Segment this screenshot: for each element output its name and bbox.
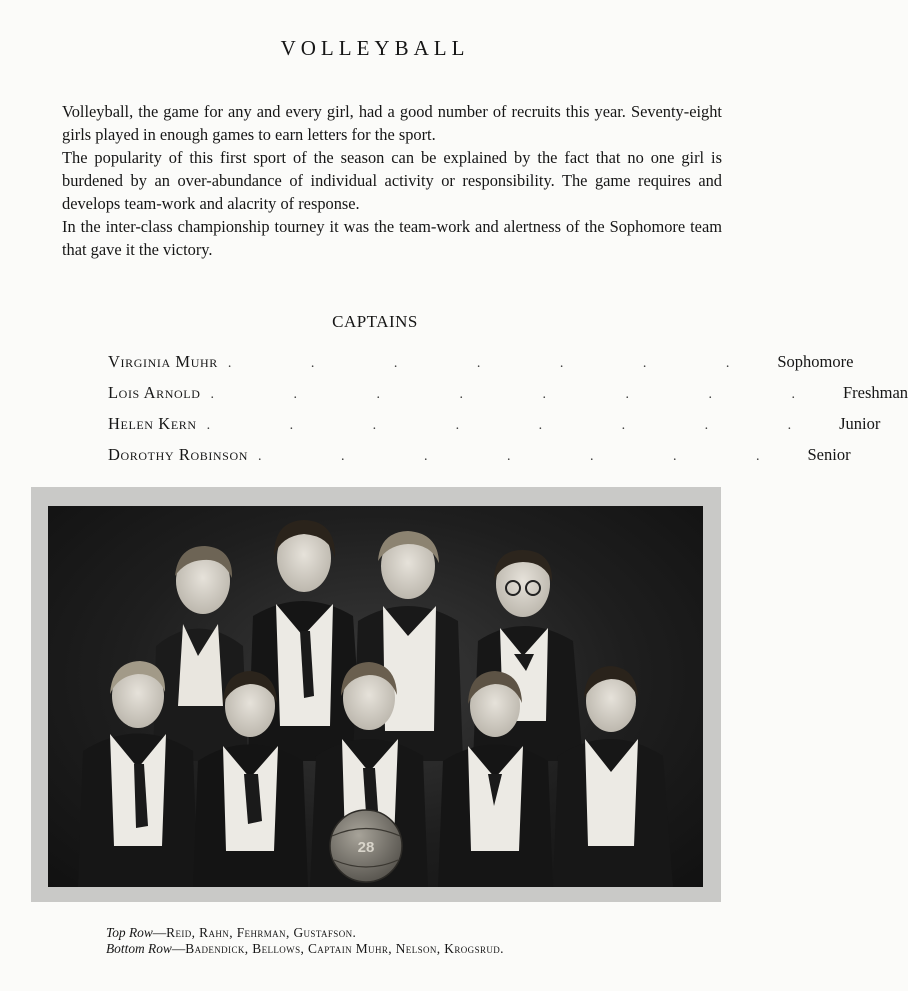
leader-dots: . . . . . . . . xyxy=(206,418,830,433)
team-photo xyxy=(48,506,703,887)
paragraph-2-text: The popularity of this first sport of the season can be explained by the fact that no one girl is burdened by an over-abundance of individual activity or responsibility. The game requires and develops team-work and alacrity of response. xyxy=(62,148,722,213)
captain-class: Junior xyxy=(839,414,881,433)
captain-row xyxy=(108,383,908,407)
paragraph-3 xyxy=(62,215,722,261)
caption-top-row: Top Row—Reid, Rahn, Fehrman, Gustafson. xyxy=(106,925,357,940)
captain-name: Virginia Muhr xyxy=(108,352,218,371)
caption-top-label: Top Row xyxy=(106,925,153,940)
captain-class: Sophomore xyxy=(777,352,854,371)
page-title: VOLLEYBALL xyxy=(280,36,470,60)
captains-heading: CAPTAINS xyxy=(332,312,418,331)
paragraph-3-text: In the inter-class championship tourney it was the team-work and alertness of the Sophomore team that gave it the victory. xyxy=(62,217,722,259)
captain-row xyxy=(108,352,854,376)
photo-caption xyxy=(106,925,706,957)
caption-bottom-row: Bottom Row—Badendick, Bellows, Captain Muhr, Nelson, Krogsrud. xyxy=(106,941,504,956)
captain-class: Senior xyxy=(807,445,851,464)
leader-dots: . . . . . . . xyxy=(257,449,798,464)
leader-dots: . . . . . . . . xyxy=(210,387,833,402)
paragraph-2 xyxy=(62,146,722,215)
captain-row xyxy=(108,414,881,438)
paragraph-1 xyxy=(62,100,722,146)
captain-name: Dorothy Robinson xyxy=(108,445,248,464)
ball-label: 28 xyxy=(357,839,375,856)
caption-bottom-label: Bottom Row xyxy=(106,941,172,956)
caption-bottom-names: Badendick, Bellows, Captain Muhr, Nelson, Krogsrud. xyxy=(185,941,504,956)
paragraph-1-text: Volleyball, the game for any and every girl, had a good number of recruits this year. Seventy-eight girls played in enough games to earn letters for the sport. xyxy=(62,102,722,144)
captain-name: Helen Kern xyxy=(108,414,197,433)
leader-dots: . . . . . . . xyxy=(227,356,768,371)
caption-top-names: Reid, Rahn, Fehrman, Gustafson. xyxy=(166,925,357,940)
captain-name: Lois Arnold xyxy=(108,383,201,402)
team-photo-illustration xyxy=(48,506,703,887)
article-body xyxy=(62,100,722,261)
captain-class: Freshman xyxy=(842,383,908,402)
captain-row xyxy=(108,445,851,469)
